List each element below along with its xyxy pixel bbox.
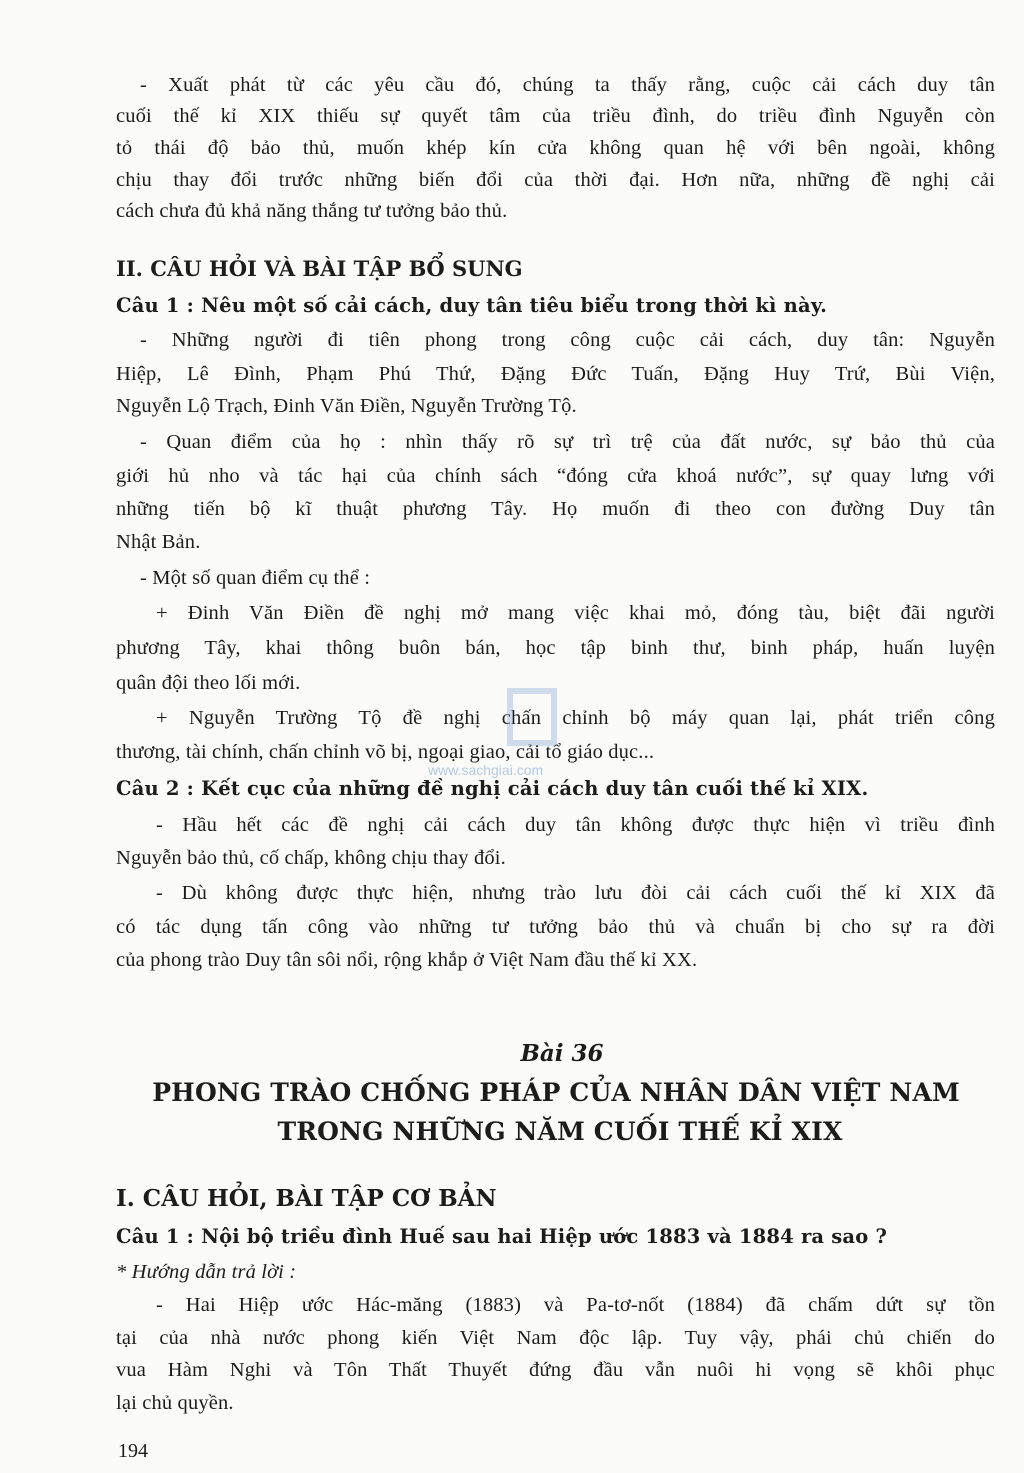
lesson-title: PHONG TRÀO CHỐNG PHÁP CỦA NHÂN DÂN VIỆT NAM (152, 1078, 960, 1107)
lesson-title: TRONG NHỮNG NĂM CUỐI THẾ KỈ XIX (277, 1117, 843, 1146)
text-line: chịu thay đổi trước những biến đổi của thời đại. Hơn nữa, những đề nghị cải (116, 169, 995, 191)
text-line: - Một số quan điểm cụ thể : (140, 567, 371, 589)
page-number: 194 (118, 1440, 148, 1462)
watermark-url: www.sachgiai.com (428, 762, 544, 778)
question-heading: Câu 1 : Nêu một số cải cách, duy tân tiêu biểu trong thời kì này. (116, 294, 828, 317)
text-line: Nhật Bản. (116, 531, 201, 553)
text-line: phương Tây, khai thông buôn bán, học tập binh thư, binh pháp, huấn luyện (116, 637, 995, 659)
answer-guide-label: * Hướng dẫn trả lời : (116, 1261, 297, 1283)
text-line: + Đinh Văn Điền đề nghị mở mang việc khai mỏ, đóng tàu, biệt đãi người (156, 602, 995, 624)
text-line: vua Hàm Nghi và Tôn Thất Thuyết đứng đầu vẫn nuôi hi vọng sẽ khôi phục (116, 1359, 995, 1381)
text-line: Nguyễn bảo thủ, cố chấp, không chịu thay đổi. (116, 847, 506, 869)
text-line: + Nguyễn Trường Tộ đề nghị chấn chỉnh bộ máy quan lại, phát triển công (156, 707, 995, 729)
text-line: - Dù không được thực hiện, nhưng trào lưu đòi cải cách cuối thế kỉ XIX đã (156, 882, 995, 904)
text-line: - Xuất phát từ các yêu cầu đó, chúng ta thấy rằng, cuộc cải cách duy tân (140, 74, 995, 96)
text-line: lại chủ quyền. (116, 1392, 234, 1414)
question-heading: Câu 2 : Kết cục của những đề nghị cải cách duy tân cuối thế kỉ XIX. (116, 777, 869, 800)
text-line: - Quan điểm của họ : nhìn thấy rõ sự trì trệ của đất nước, sự bảo thủ của (140, 431, 995, 453)
text-line: thương, tài chính, chấn chỉnh võ bị, ngoại giao, cải tổ giáo dục... (116, 741, 655, 763)
text-line: Hiệp, Lê Đình, Phạm Phú Thứ, Đặng Đức Tuấn, Đặng Huy Trứ, Bùi Viện, (116, 363, 995, 385)
lesson-number: Bài 36 (520, 1040, 604, 1067)
text-line: có tác dụng tấn công vào những tư tưởng bảo thủ và chuẩn bị cho sự ra đời (116, 916, 995, 938)
text-line: giới hủ nho và tác hại của chính sách “đóng cửa khoá nước”, sự quay lưng với (116, 465, 995, 487)
text-line: những tiến bộ kĩ thuật phương Tây. Họ muốn đi theo con đường Duy tân (116, 498, 995, 520)
text-line: Nguyễn Lộ Trạch, Đinh Văn Điền, Nguyễn Trường Tộ. (116, 395, 577, 417)
text-line: tại của nhà nước phong kiến Việt Nam độc lập. Tuy vậy, phái chủ chiến do (116, 1327, 995, 1349)
text-line: quân đội theo lối mới. (116, 672, 301, 694)
question-heading: Câu 1 : Nội bộ triều đình Huế sau hai Hiệp ước 1883 và 1884 ra sao ? (116, 1225, 888, 1248)
text-line: - Hai Hiệp ước Hác-măng (1883) và Pa-tơ-nốt (1884) đã chấm dứt sự tồn (156, 1294, 995, 1316)
text-line: - Những người đi tiên phong trong công cuộc cải cách, duy tân: Nguyễn (140, 329, 995, 351)
text-line: tỏ thái độ bảo thủ, muốn khép kín cửa không quan hệ với bên ngoài, không (116, 137, 995, 159)
text-line: cuối thế kỉ XIX thiếu sự quyết tâm của triều đình, do triều đình Nguyễn còn (116, 105, 995, 127)
text-line: cách chưa đủ khả năng thắng tư tưởng bảo thủ. (116, 200, 508, 222)
section-heading: I. CÂU HỎI, BÀI TẬP CƠ BẢN (116, 1185, 497, 1212)
text-line: - Hầu hết các đề nghị cải cách duy tân không được thực hiện vì triều đình (156, 814, 995, 836)
section-heading: II. CÂU HỎI VÀ BÀI TẬP BỔ SUNG (116, 256, 523, 281)
text-line: của phong trào Duy tân sôi nổi, rộng khắp ở Việt Nam đầu thế kỉ XX. (116, 949, 698, 971)
